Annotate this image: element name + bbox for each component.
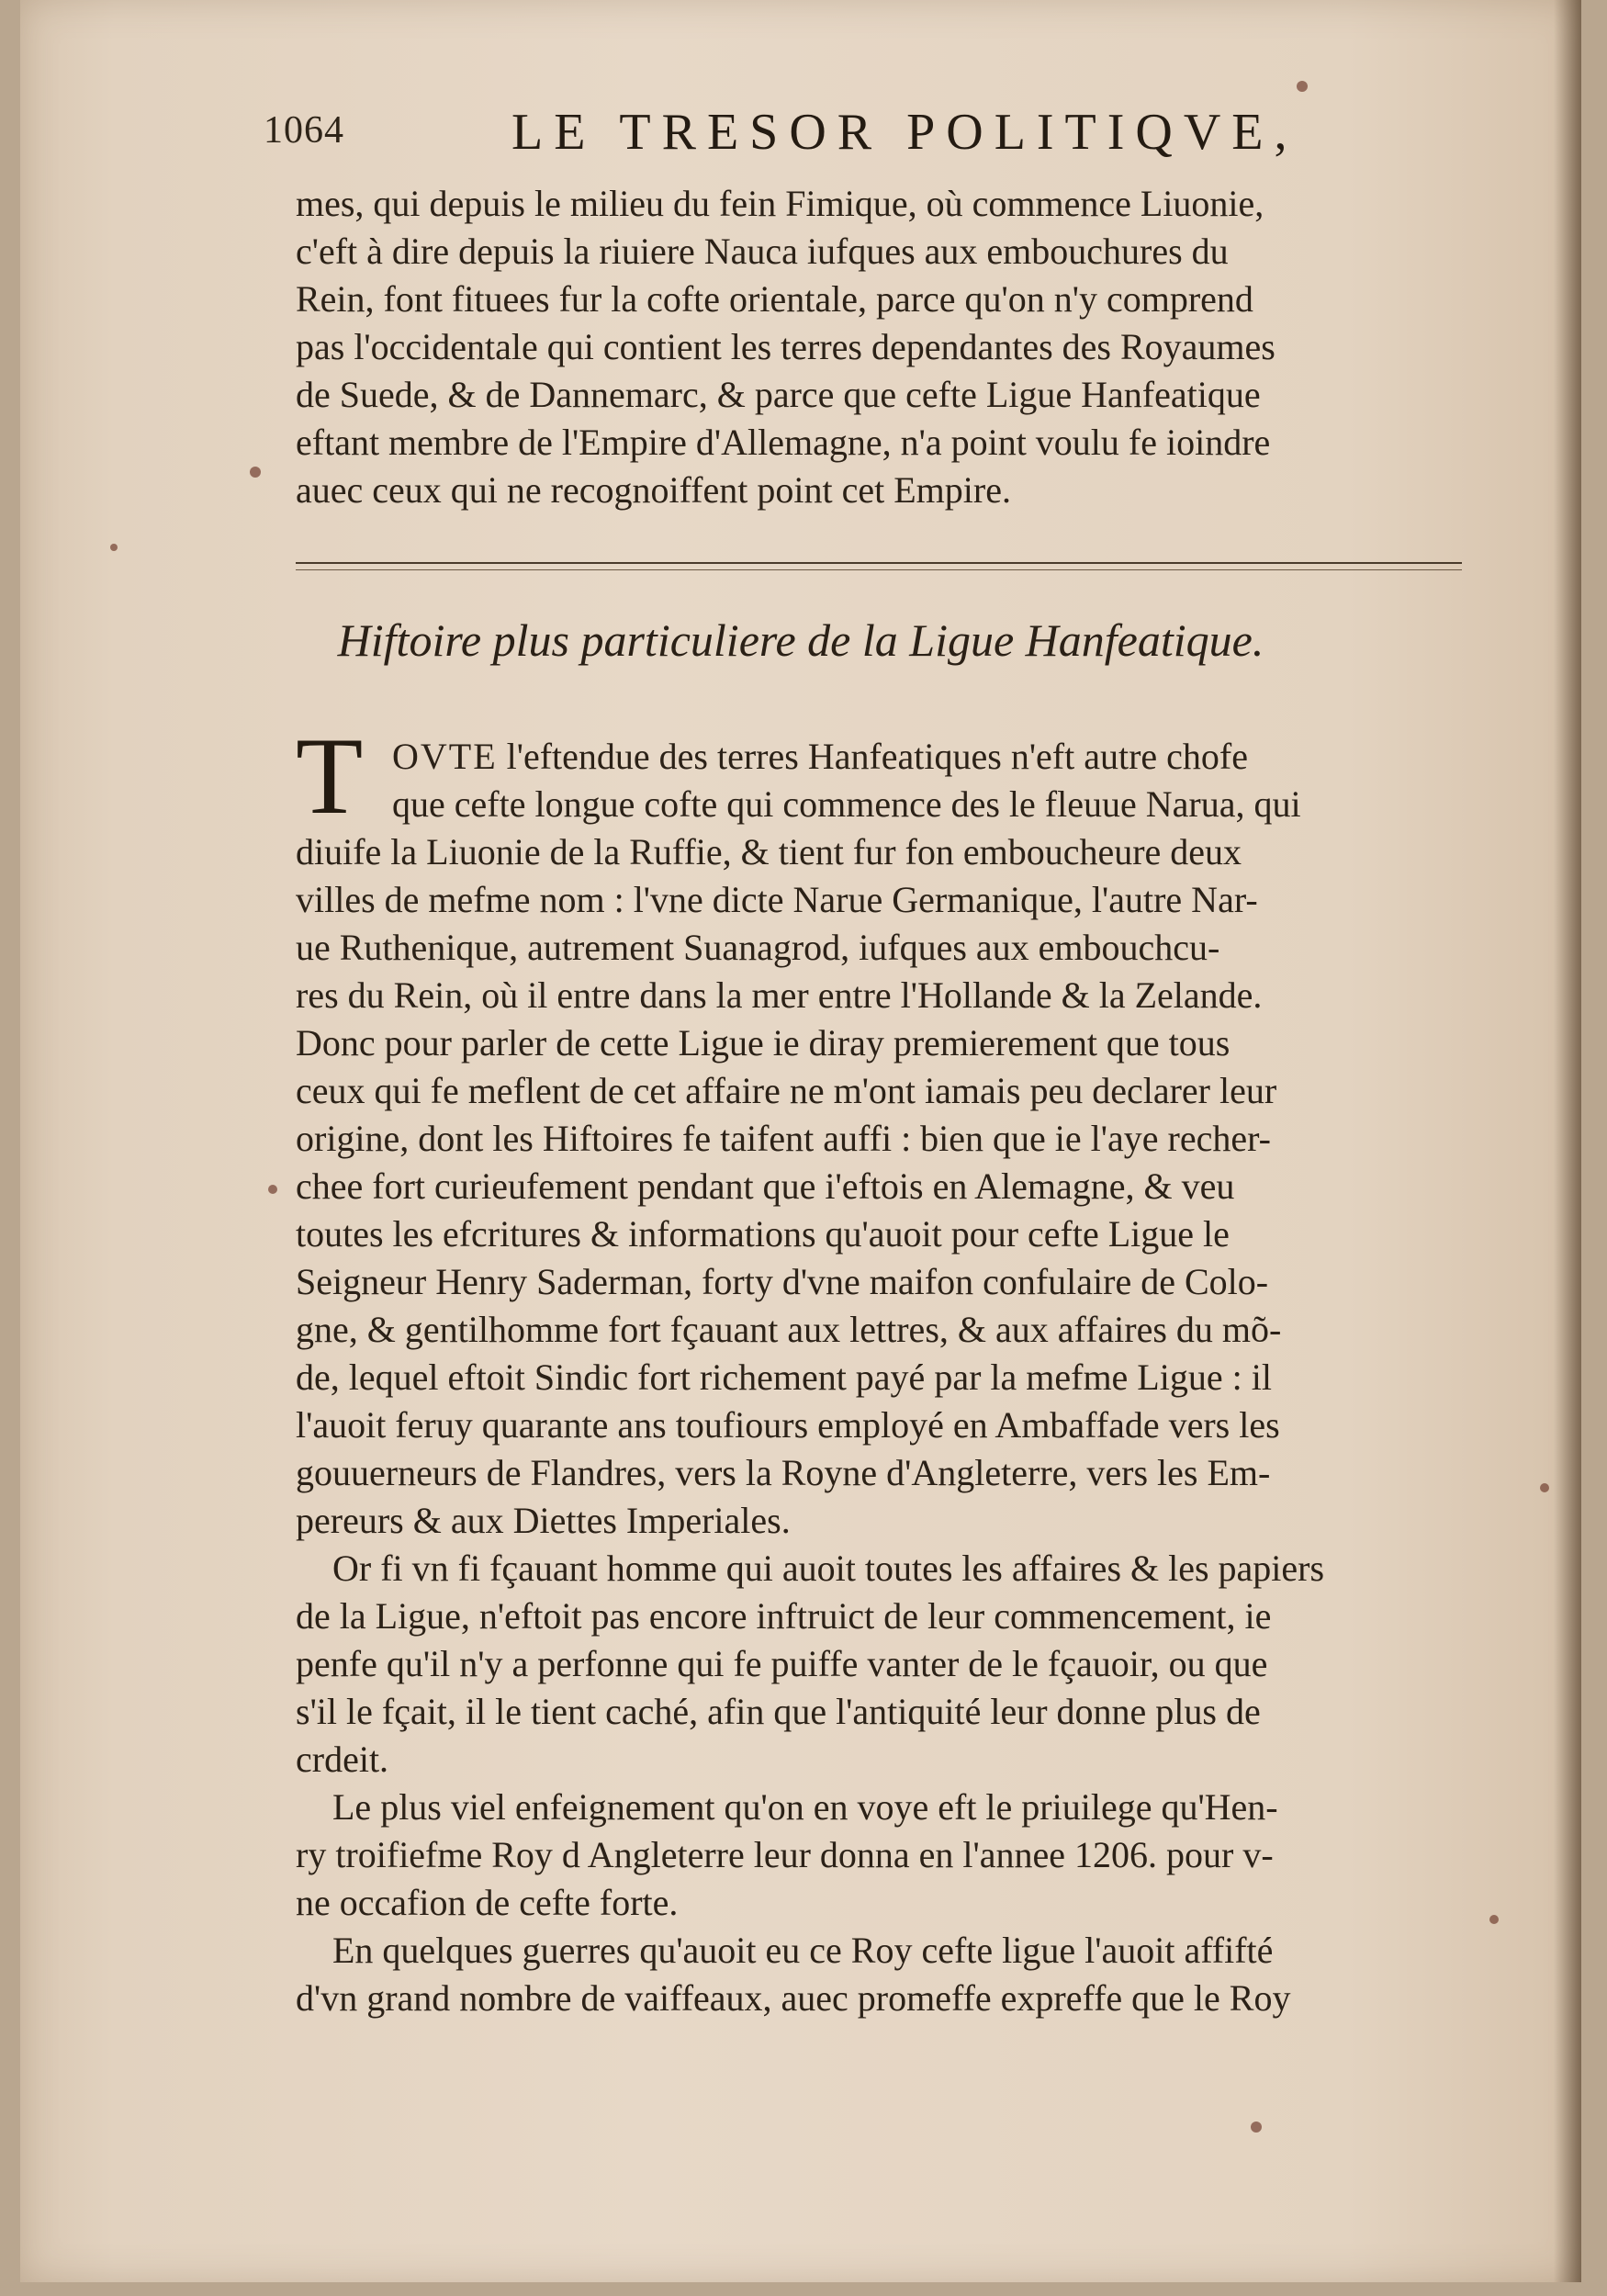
book-page — [20, 0, 1581, 2282]
text-line: de la Ligue, n'eftoit pas encore inftruict de leur commencement, ie — [296, 1595, 1272, 1637]
text-line: origine, dont les Hiftoires fe taifent auffi : bien que ie l'aye recher- — [296, 1118, 1271, 1159]
text-line: chee fort curieufement pendant que i'eftois en Alemagne, & veu — [296, 1165, 1235, 1207]
text-line: Rein, font fituees fur la cofte orientale, parce qu'on n'y comprend — [296, 278, 1253, 320]
text-line: ceux qui fe meflent de cet affaire ne m'ont iamais peu declarer leur — [296, 1070, 1277, 1111]
text-line: diuife la Liuonie de la Ruffie, & tient fur fon emboucheure deux — [296, 831, 1242, 872]
paper-speck — [1489, 1915, 1499, 1924]
first-line — [20, 735, 1607, 779]
text-line: de, lequel eftoit Sindic fort richement payé par la mefme Ligue : il — [296, 1356, 1272, 1398]
running-head — [20, 103, 1581, 161]
section-rule — [296, 562, 1462, 564]
lead-word: OVTE — [392, 736, 498, 777]
text-line: eftant membre de l'Empire d'Allemagne, n'a point voulu fe ioindre — [296, 422, 1271, 463]
text-line: Le plus viel enfeignement qu'on en voye eft le priuilege qu'Hen- — [332, 1786, 1278, 1828]
text-line: pereurs & aux Diettes Imperiales. — [296, 1500, 791, 1541]
text-line: penfe qu'il n'y a perfonne qui fe puiffe vanter de le fçauoir, ou que — [296, 1643, 1268, 1684]
text-line: de Suede, & de Dannemarc, & parce que cefte Ligue Hanfeatique — [296, 374, 1261, 415]
text-line: Seigneur Henry Saderman, forty d'vne maifon confulaire de Colo- — [296, 1261, 1269, 1302]
running-title: LE TRESOR POLITIQVE, — [511, 104, 1298, 161]
text-line: Or fi vn fi fçauant homme qui auoit toutes les affaires & les papiers — [332, 1548, 1325, 1589]
text-line: Donc pour parler de cette Ligue ie diray premierement que tous — [296, 1022, 1231, 1064]
text-line: En quelques guerres qu'auoit eu ce Roy cefte ligue l'auoit affifté — [332, 1930, 1274, 1971]
page-number: 1064 — [264, 109, 344, 152]
text-line: gne, & gentilhomme fort fçauant aux lettres, & aux affaires du mõ- — [296, 1309, 1282, 1350]
text-line: gouuerneurs de Flandres, vers la Royne d'Angleterre, vers les Em- — [296, 1452, 1271, 1493]
first-line-text: l'eftendue des terres Hanfeatiques n'eft autre chofe — [506, 736, 1248, 777]
text-line: toutes les efcritures & informations qu'auoit pour cefte Ligue le — [296, 1213, 1230, 1255]
section-rule-thin — [296, 569, 1462, 570]
text-line: s'il le fçait, il le tient caché, afin que l'antiquité leur donne plus de — [296, 1691, 1261, 1732]
paper-speck — [250, 467, 261, 478]
text-line: que cefte longue cofte qui commence des le fleuue Narua, qui — [392, 783, 1301, 825]
text-line: ne occafion de cefte forte. — [296, 1882, 679, 1923]
text-line: d'vn grand nombre de vaiffeaux, auec promeffe expreffe que le Roy — [296, 1977, 1291, 2019]
text-line: crdeit. — [296, 1739, 389, 1780]
paper-speck — [1251, 2122, 1262, 2133]
text-line: c'eft à dire depuis la riuiere Nauca iufques aux embouchures du — [296, 231, 1229, 272]
text-line: pas l'occidentale qui contient les terres dependantes des Royaumes — [296, 326, 1275, 367]
paper-speck — [110, 544, 118, 551]
paper-speck — [1540, 1483, 1549, 1492]
paper-speck — [268, 1185, 277, 1194]
text-line: villes de mefme nom : l'vne dicte Narue Germanique, l'autre Nar- — [296, 879, 1258, 920]
section-heading: Hiftoire plus particuliere de la Ligue Hanfeatique. — [337, 614, 1264, 666]
text-line: l'auoit feruy quarante ans toufiours employé en Ambaffade vers les — [296, 1404, 1280, 1446]
text-line: auec ceux qui ne recognoiffent point cet Empire. — [296, 469, 1011, 511]
text-line: mes, qui depuis le milieu du fein Fimique, où commence Liuonie, — [296, 183, 1264, 224]
paper-speck — [1297, 81, 1308, 92]
text-line: ue Ruthenique, autrement Suanagrod, iufques aux embouchcu- — [296, 927, 1220, 968]
text-line: ry troifiefme Roy d Angleterre leur donna en l'annee 1206. pour v- — [296, 1834, 1274, 1875]
drop-cap: T — [296, 715, 364, 837]
text-line: res du Rein, où il entre dans la mer entre l'Hollande & la Zelande. — [296, 974, 1263, 1016]
